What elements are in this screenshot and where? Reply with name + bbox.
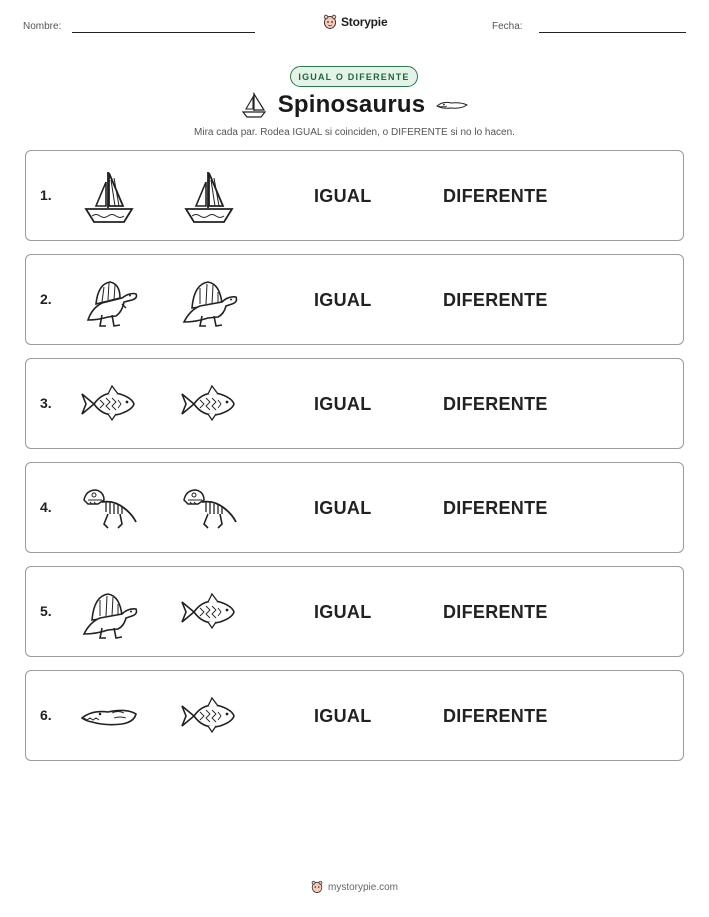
dinosaur-skeleton-icon [178, 478, 240, 538]
question-number: 6. [40, 707, 52, 723]
sailboat-icon [78, 166, 140, 226]
option-diferente[interactable]: DIFERENTE [443, 186, 548, 206]
sailboat-icon [240, 90, 268, 120]
fish-icon [178, 374, 240, 434]
option-igual[interactable]: IGUAL [314, 602, 372, 622]
question-row [25, 462, 684, 553]
option-diferente[interactable]: DIFERENTE [443, 498, 548, 518]
spinosaurus-icon [78, 582, 140, 642]
brand-logo [323, 14, 387, 30]
question-row [25, 670, 684, 761]
option-igual[interactable]: IGUAL [314, 186, 372, 206]
option-igual[interactable]: IGUAL [314, 706, 372, 726]
option-igual[interactable]: IGUAL [314, 290, 372, 310]
storypie-mascot-icon [323, 14, 337, 30]
name-label: Nombre: [23, 21, 62, 32]
question-number: 3. [40, 395, 52, 411]
fish-icon [178, 582, 240, 642]
fish-icon [78, 374, 140, 434]
footer [0, 880, 709, 894]
question-number: 1. [40, 187, 52, 203]
option-diferente[interactable]: DIFERENTE [443, 706, 548, 726]
option-igual[interactable]: IGUAL [314, 498, 372, 518]
option-igual[interactable]: IGUAL [314, 394, 372, 414]
crocodile-icon [435, 97, 469, 113]
title-row [0, 90, 709, 120]
storypie-mascot-icon [311, 880, 323, 894]
question-number: 4. [40, 499, 52, 515]
date-label: Fecha: [492, 21, 523, 32]
sailboat-icon [178, 166, 240, 226]
footer-url[interactable]: mystorypie.com [327, 881, 398, 893]
fish-icon [178, 686, 240, 746]
page-title: Spinosaurus [277, 91, 426, 118]
question-row [25, 358, 684, 449]
worksheet-type-badge: IGUAL O DIFERENTE [290, 66, 418, 87]
question-number: 2. [40, 291, 52, 307]
instructions: Mira cada par. Rodea IGUAL si coinciden, o DIFERENTE si no lo hacen. [194, 127, 515, 138]
question-number: 5. [40, 603, 52, 619]
spinosaurus-icon [78, 270, 140, 330]
brand-name: Storypie [341, 15, 388, 29]
crocodile-icon [78, 686, 140, 746]
spinosaurus-icon [178, 270, 240, 330]
question-row [25, 150, 684, 241]
name-line[interactable] [72, 32, 255, 33]
option-diferente[interactable]: DIFERENTE [443, 290, 548, 310]
option-diferente[interactable]: DIFERENTE [443, 602, 548, 622]
question-row [25, 254, 684, 345]
date-line[interactable] [539, 32, 686, 33]
option-diferente[interactable]: DIFERENTE [443, 394, 548, 414]
dinosaur-skeleton-icon [78, 478, 140, 538]
question-row [25, 566, 684, 657]
